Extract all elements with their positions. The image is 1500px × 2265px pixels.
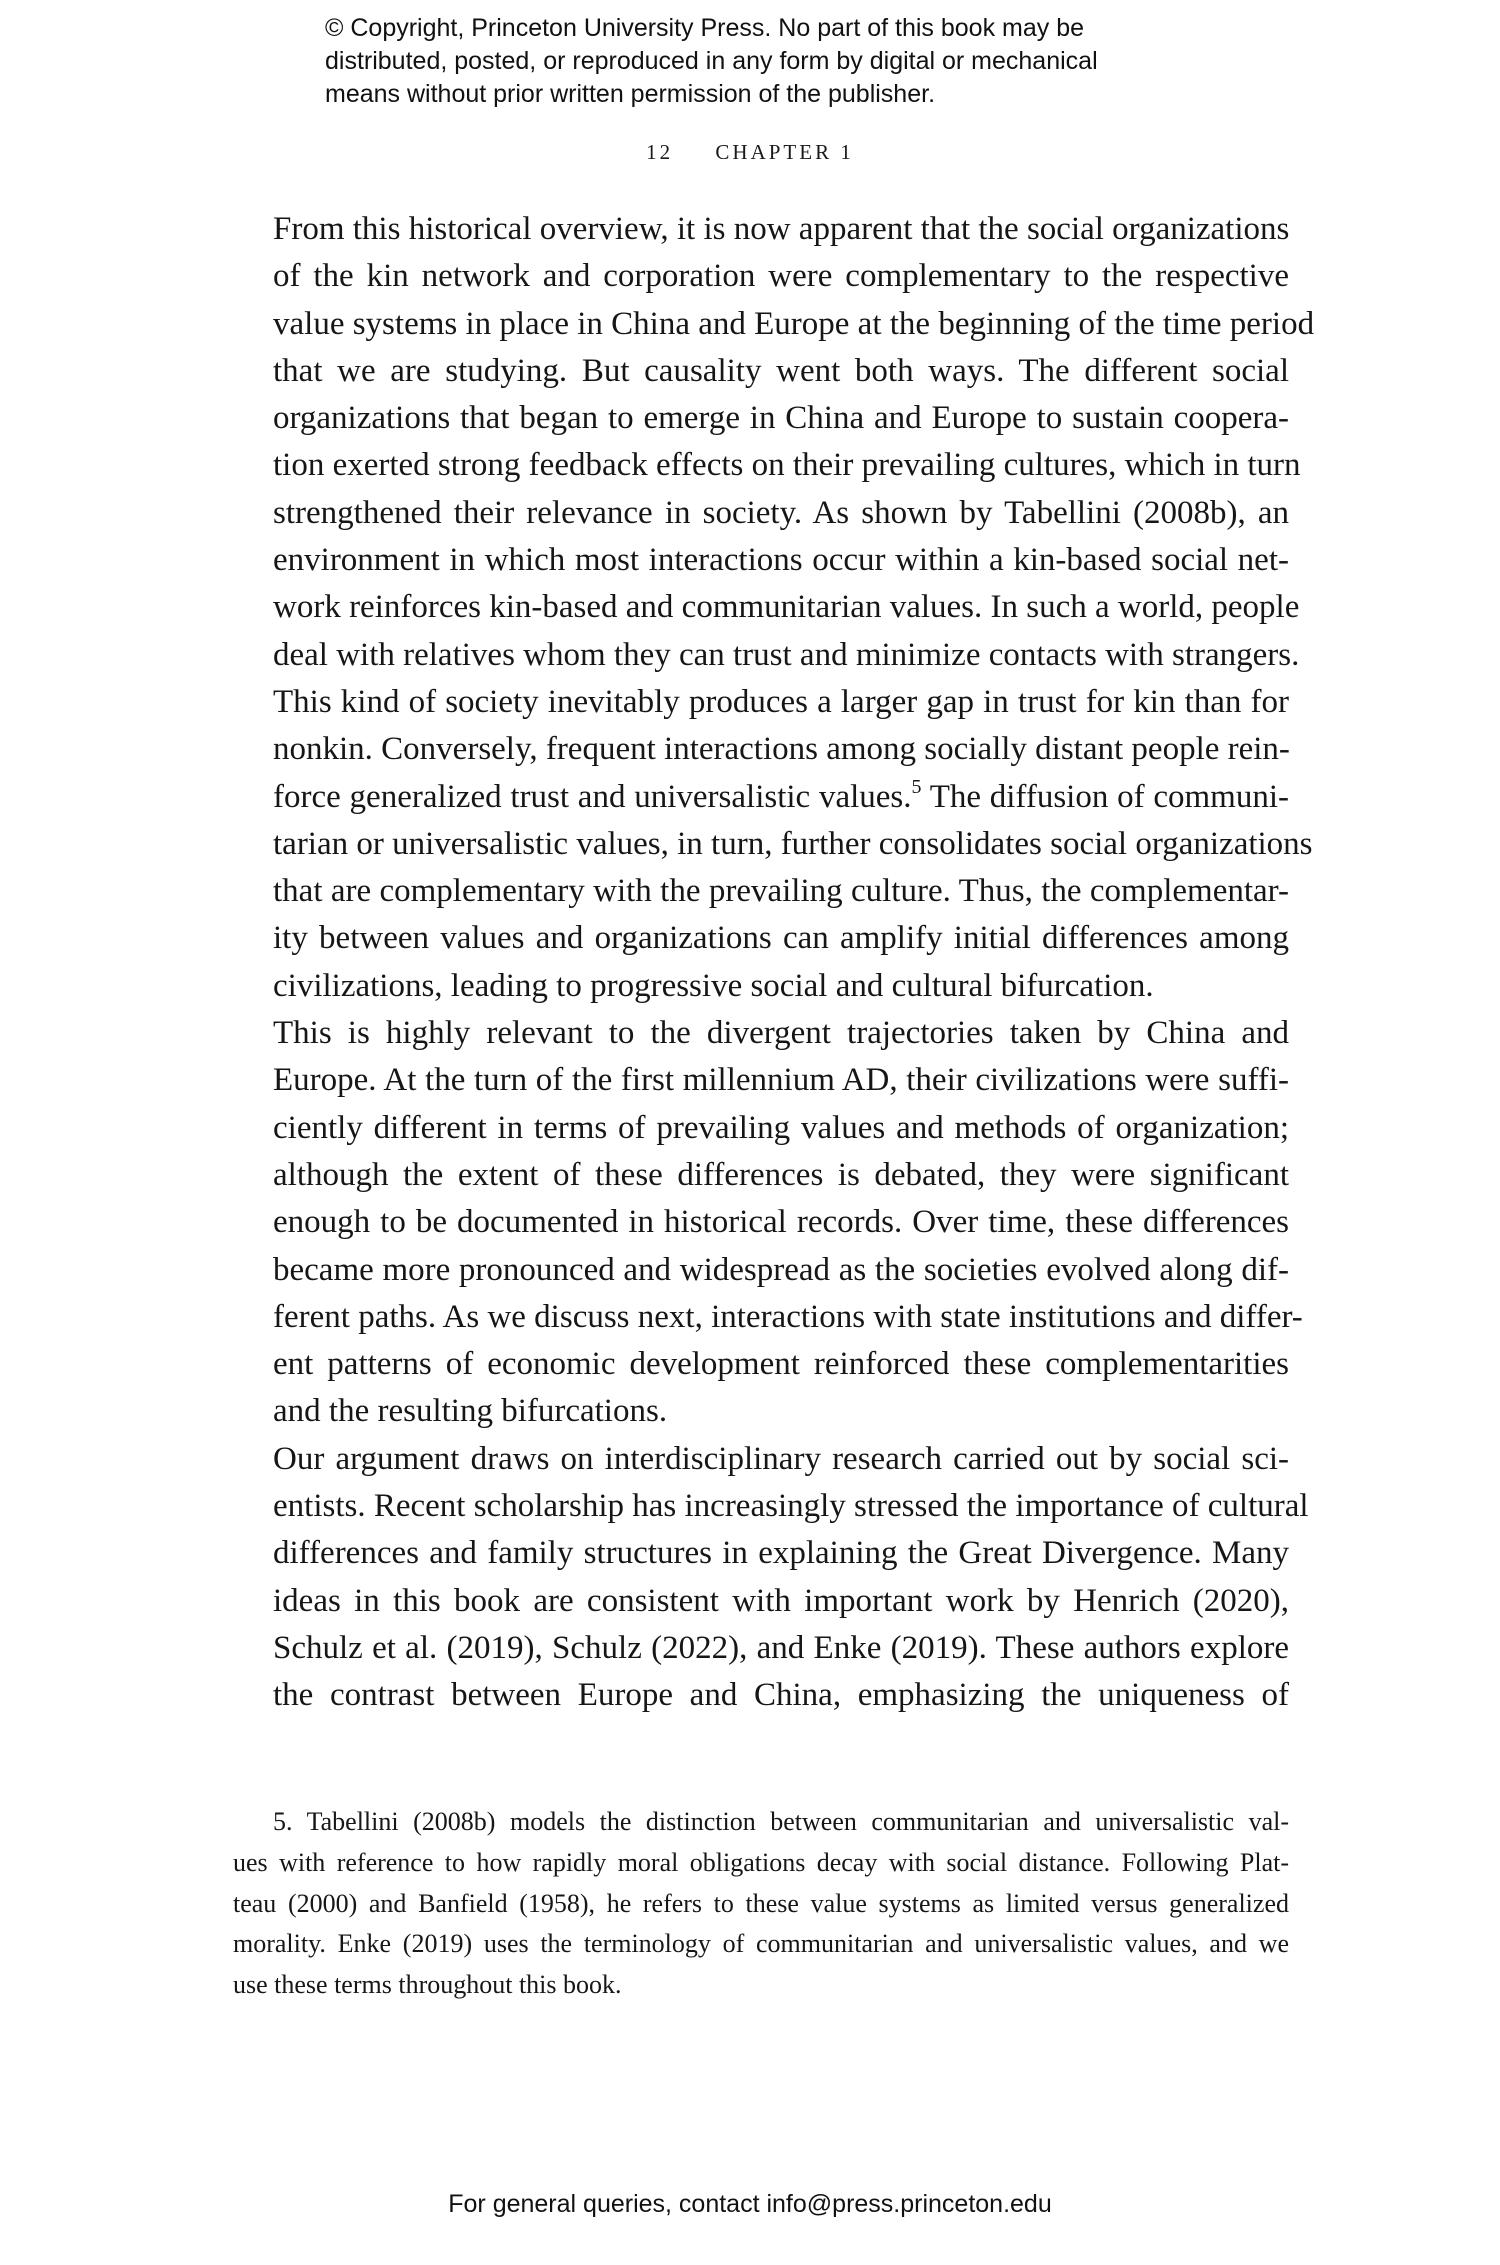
paragraph xyxy=(233,206,1315,1010)
text-line: enough to be documented in historical records. Over time, these differences xyxy=(273,1204,1289,1241)
text-line: ciently different in terms of prevailing values and methods of organization; xyxy=(273,1109,1289,1146)
text-line: environment in which most interactions occur within a kin-based social net- xyxy=(273,542,1289,579)
text-line: From this historical overview, it is now apparent that the social organizations xyxy=(273,211,1290,247)
chapter-label: CHAPTER 1 xyxy=(715,140,854,164)
copyright-line: means without prior written permission of the publisher. xyxy=(325,80,936,108)
body-text xyxy=(233,206,1315,1720)
text-line: entists. Recent scholarship has increasingly stressed the importance of cultural xyxy=(273,1488,1309,1525)
text-line: nonkin. Conversely, frequent interactions among socially distant people rein- xyxy=(273,731,1290,768)
paragraph xyxy=(233,1436,1309,1720)
text-line: ity between values and organizations can amplify initial differences among xyxy=(273,920,1289,957)
copyright-notice xyxy=(325,12,1225,111)
text-line: of the kin network and corporation were complementary to the respective xyxy=(273,258,1289,295)
page-number: 12 xyxy=(646,140,674,164)
copyright-line: distributed, posted, or reproduced in any form by digital or mechanical xyxy=(325,47,1098,75)
text-line: ideas in this book are consistent with important work by Henrich (2020), xyxy=(273,1582,1289,1619)
footnote-line: morality. Enke (2019) uses the terminology of communitarian and universalistic values, and we xyxy=(233,1929,1289,1959)
copyright-line: © Copyright, Princeton University Press. No part of this book may be xyxy=(325,14,1085,42)
text-line: ent patterns of economic development reinforced these complementarities xyxy=(273,1346,1289,1383)
text-line: became more pronounced and widespread as the societies evolved along dif- xyxy=(273,1251,1289,1288)
text-line: ferent paths. As we discuss next, interactions with state institutions and differ- xyxy=(273,1298,1303,1335)
footnote-line: teau (2000) and Banfield (1958), he refers to these value systems as limited versus generalized xyxy=(233,1888,1289,1918)
text-segment: The diffusion of communi- xyxy=(921,778,1289,815)
paragraph xyxy=(233,1010,1303,1436)
text-line: This kind of society inevitably produces a larger gap in trust for kin than for xyxy=(273,683,1289,720)
text-line: strengthened their relevance in society. As shown by Tabellini (2008b), an xyxy=(273,494,1289,531)
text-line: tarian or universalistic values, in turn, further consolidates social organizations xyxy=(273,825,1313,862)
text-line: that are complementary with the prevailing culture. Thus, the complementar- xyxy=(273,873,1289,910)
text-line: This is highly relevant to the divergent trajectories taken by China and xyxy=(273,1015,1289,1052)
text-line: although the extent of these differences is debated, they were significant xyxy=(273,1156,1289,1193)
text-line: Schulz et al. (2019), Schulz (2022), and Enke (2019). These authors explore xyxy=(273,1629,1289,1666)
text-line: work reinforces kin-based and communitarian values. In such a world, people xyxy=(273,589,1300,626)
footnote-line: 5. Tabellini (2008b) models the distinction between communitarian and universalistic val- xyxy=(273,1807,1289,1836)
text-segment: force generalized trust and universalistic values. xyxy=(273,778,912,815)
text-line: that we are studying. But causality went both ways. The different social xyxy=(273,352,1289,389)
running-head xyxy=(0,140,1500,165)
text-line: Europe. At the turn of the first millennium AD, their civilizations were suffi- xyxy=(273,1062,1289,1099)
footnote-reference[interactable]: 5 xyxy=(911,775,922,798)
footnote-line: use these terms throughout this book. xyxy=(233,1970,622,2000)
text-line: organizations that began to emerge in China and Europe to sustain coopera- xyxy=(273,400,1289,437)
footnote-line: ues with reference to how rapidly moral obligations decay with social distance. Following Plat- xyxy=(233,1847,1289,1877)
text-line: the contrast between Europe and China, emphasizing the uniqueness of xyxy=(273,1677,1289,1714)
text-line: and the resulting bifurcations. xyxy=(273,1393,668,1430)
text-line: deal with relatives whom they can trust and minimize contacts with strangers. xyxy=(273,636,1300,673)
text-line: Our argument draws on interdisciplinary research carried out by social sci- xyxy=(273,1440,1289,1477)
text-line: value systems in place in China and Europe at the beginning of the time period xyxy=(273,305,1315,342)
text-line: tion exerted strong feedback effects on their prevailing cultures, which in turn xyxy=(273,447,1301,484)
text-line-with-footnote xyxy=(233,774,1289,821)
footnote-5 xyxy=(233,1802,1289,2006)
text-line: differences and family structures in explaining the Great Divergence. Many xyxy=(273,1535,1289,1572)
footer-contact: For general queries, contact info@press.princeton.edu xyxy=(448,2190,1052,2218)
text-line: civilizations, leading to progressive social and cultural bifurcation. xyxy=(273,967,1154,1004)
